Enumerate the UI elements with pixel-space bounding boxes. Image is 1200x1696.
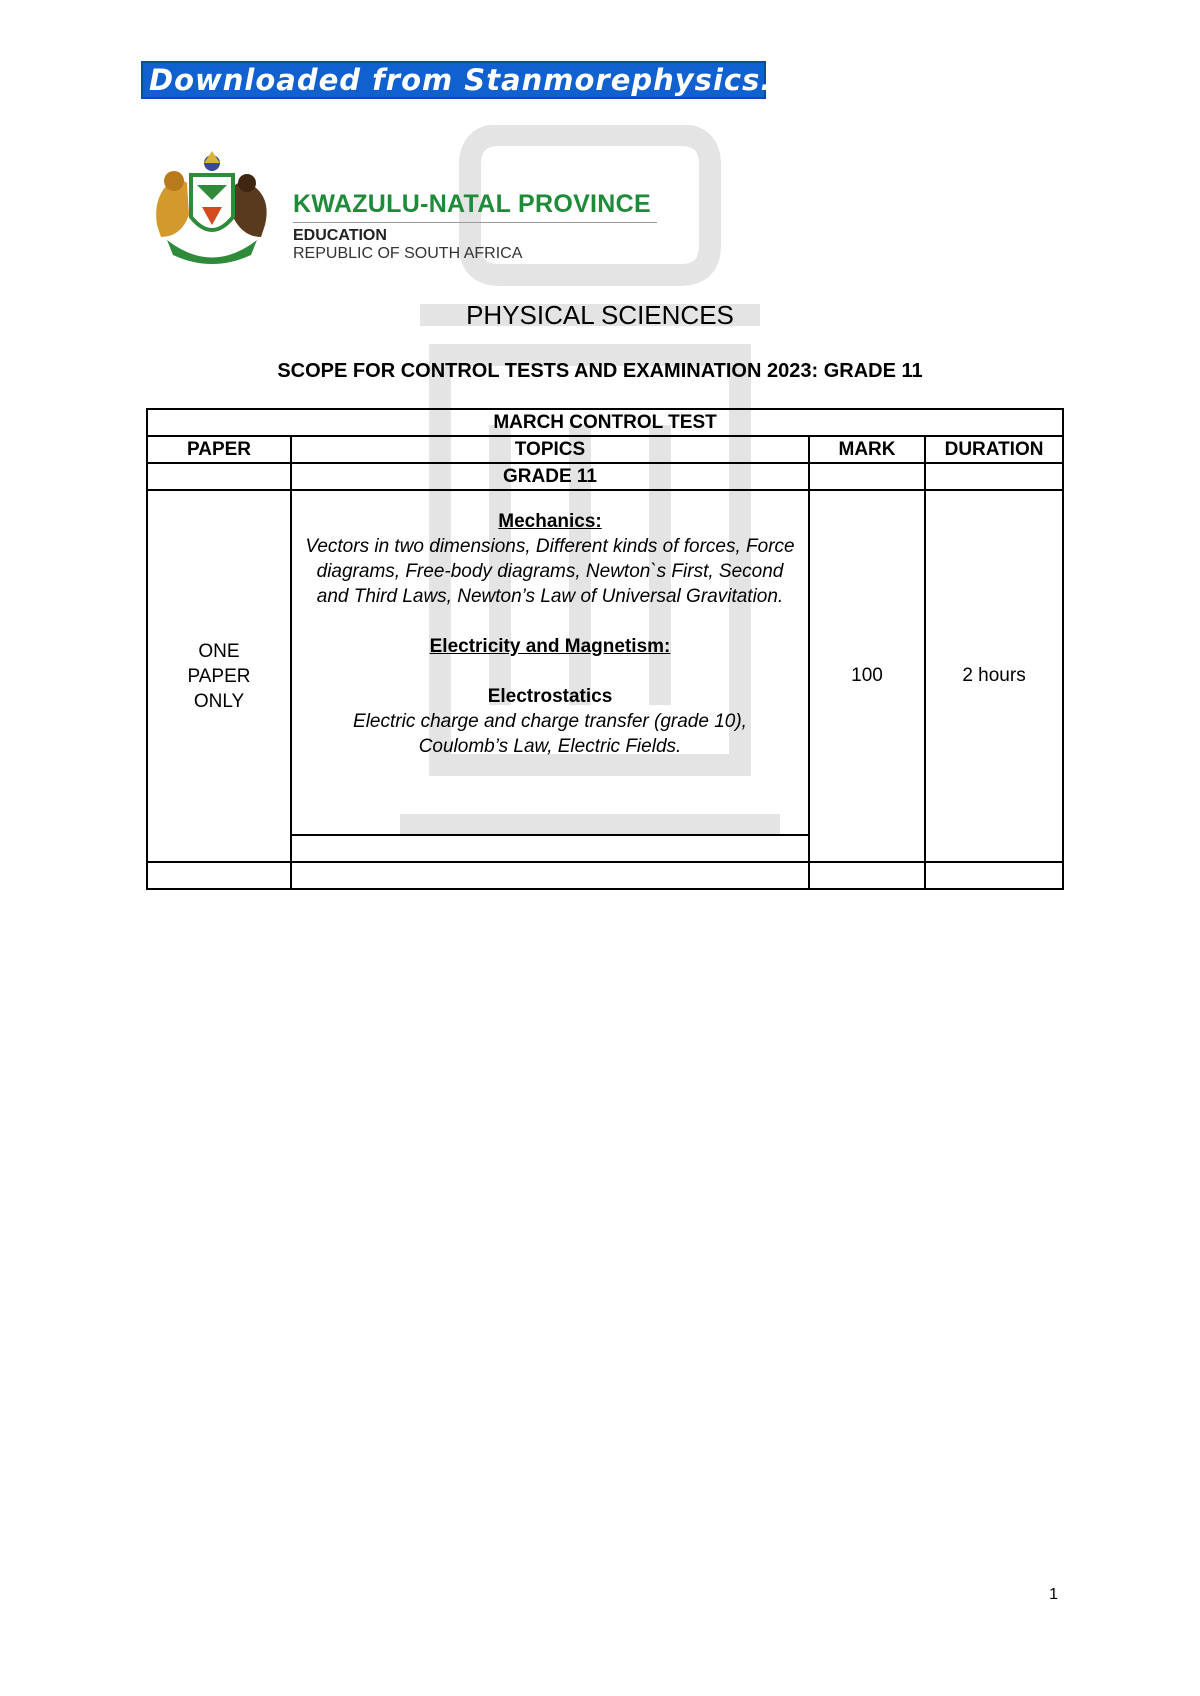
grade-empty-cell [147,463,291,490]
page-number: 1 [1049,1586,1058,1603]
coat-of-arms-icon [147,145,277,275]
province-name: KWAZULU-NATAL PROVINCE [293,190,651,218]
electrostatics-topics: Electric charge and charge transfer (grade 10), Coulomb’s Law, Electric Fields. [353,711,747,757]
topics-empty-cell [291,835,809,862]
mark-cell: 100 [809,490,925,862]
footer-empty-cell [809,862,925,889]
section-header: MARCH CONTROL TEST [147,409,1063,436]
column-header-paper: PAPER [147,436,291,463]
topics-cell [291,490,809,835]
kzn-logo [293,190,657,263]
mechanics-topics: Vectors in two dimensions, Different kinds of forces, Force diagrams, Free-body diagrams, Newton`s First, Second and Third Laws, Newton’s Law of Universal Gravitation. [305,536,795,607]
grade-label: GRADE 11 [291,463,809,490]
paper-value: ONE PAPER ONLY [187,640,251,712]
footer-empty-cell [147,862,291,889]
footer-empty-cell [925,862,1063,889]
mechanics-heading: Mechanics: [498,511,602,532]
logo-divider [293,222,657,223]
country-name: REPUBLIC OF SOUTH AFRICA [293,245,523,262]
download-banner[interactable] [141,61,843,99]
grade-empty-cell [809,463,925,490]
duration-cell: 2 hours [925,490,1063,862]
download-banner-text: Downloaded from Stanmorephysics.com [149,63,843,97]
scope-table [146,408,1064,890]
column-header-mark: MARK [809,436,925,463]
page-subtitle: SCOPE FOR CONTROL TESTS AND EXAMINATION 2023: GRADE 11 [277,360,923,382]
page-title: PHYSICAL SCIENCES [466,300,734,330]
footer-empty-cell [291,862,809,889]
electrostatics-heading: Electrostatics [487,686,613,707]
grade-empty-cell [925,463,1063,490]
column-header-topics: TOPICS [291,436,809,463]
paper-cell [147,490,291,862]
department-name: EDUCATION [293,227,387,244]
column-header-duration: DURATION [925,436,1063,463]
em-heading: Electricity and Magnetism: [429,636,671,657]
